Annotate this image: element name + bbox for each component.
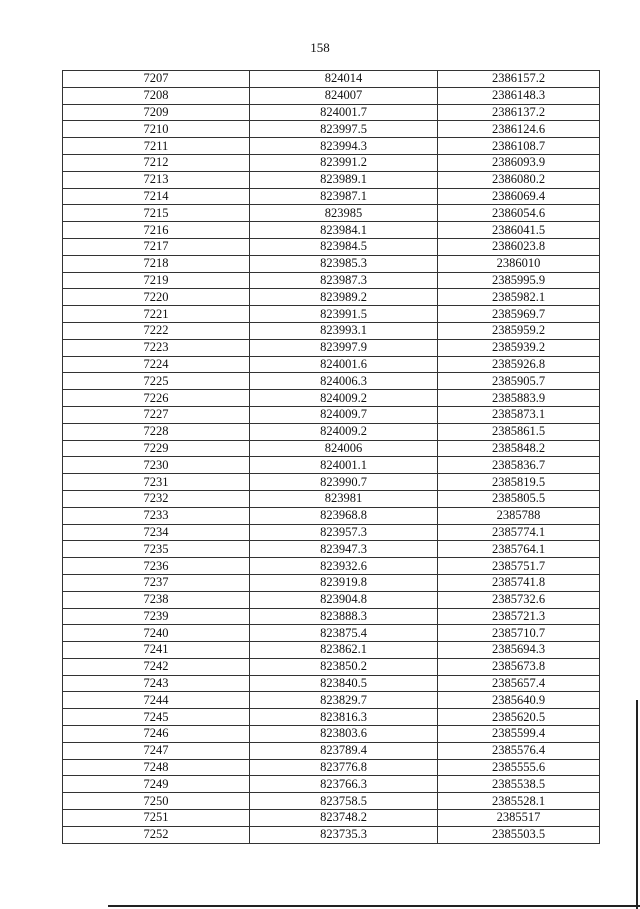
- y-coordinate-cell: 2385774.1: [438, 524, 600, 541]
- y-coordinate-cell: 2385873.1: [438, 406, 600, 423]
- y-coordinate-cell: 2385576.4: [438, 742, 600, 759]
- y-coordinate-cell: 2386069.4: [438, 188, 600, 205]
- point-id-cell: 7243: [63, 675, 250, 692]
- y-coordinate-cell: 2385883.9: [438, 390, 600, 407]
- y-coordinate-cell: 2385657.4: [438, 675, 600, 692]
- point-id-cell: 7226: [63, 390, 250, 407]
- table-row: [63, 272, 600, 289]
- x-coordinate-cell: 823987.1: [250, 188, 438, 205]
- table-row: [63, 255, 600, 272]
- point-id-cell: 7225: [63, 373, 250, 390]
- y-coordinate-cell: 2385751.7: [438, 558, 600, 575]
- point-id-cell: 7230: [63, 457, 250, 474]
- point-id-cell: 7216: [63, 222, 250, 239]
- table-row: [63, 826, 600, 843]
- y-coordinate-cell: 2385694.3: [438, 642, 600, 659]
- point-id-cell: 7249: [63, 776, 250, 793]
- point-id-cell: 7222: [63, 322, 250, 339]
- y-coordinate-cell: 2385861.5: [438, 423, 600, 440]
- point-id-cell: 7215: [63, 205, 250, 222]
- point-id-cell: 7218: [63, 255, 250, 272]
- y-coordinate-cell: 2385538.5: [438, 776, 600, 793]
- x-coordinate-cell: 823993.1: [250, 322, 438, 339]
- x-coordinate-cell: 824007: [250, 87, 438, 104]
- table-row: [63, 692, 600, 709]
- x-coordinate-cell: 823994.3: [250, 138, 438, 155]
- point-id-cell: 7239: [63, 608, 250, 625]
- y-coordinate-cell: 2385673.8: [438, 658, 600, 675]
- point-id-cell: 7211: [63, 138, 250, 155]
- point-id-cell: 7229: [63, 440, 250, 457]
- table-row: [63, 810, 600, 827]
- y-coordinate-cell: 2385503.5: [438, 826, 600, 843]
- table-row: [63, 373, 600, 390]
- point-id-cell: 7248: [63, 759, 250, 776]
- table-row: [63, 87, 600, 104]
- table-row: [63, 776, 600, 793]
- table-row: [63, 406, 600, 423]
- table-row: [63, 138, 600, 155]
- x-coordinate-cell: 824009.2: [250, 390, 438, 407]
- y-coordinate-cell: 2386108.7: [438, 138, 600, 155]
- y-coordinate-cell: 2385764.1: [438, 541, 600, 558]
- y-coordinate-cell: 2385939.2: [438, 339, 600, 356]
- page-number: 158: [310, 40, 330, 55]
- y-coordinate-cell: 2386010: [438, 255, 600, 272]
- x-coordinate-cell: 823985: [250, 205, 438, 222]
- table-row: [63, 608, 600, 625]
- y-coordinate-cell: 2386041.5: [438, 222, 600, 239]
- table-row: [63, 121, 600, 138]
- y-coordinate-cell: 2385555.6: [438, 759, 600, 776]
- y-coordinate-cell: 2385848.2: [438, 440, 600, 457]
- point-id-cell: 7224: [63, 356, 250, 373]
- y-coordinate-cell: 2385710.7: [438, 625, 600, 642]
- y-coordinate-cell: 2386124.6: [438, 121, 600, 138]
- y-coordinate-cell: 2385805.5: [438, 490, 600, 507]
- x-coordinate-cell: 823735.3: [250, 826, 438, 843]
- table-row: [63, 591, 600, 608]
- y-coordinate-cell: 2385819.5: [438, 474, 600, 491]
- table-row: [63, 742, 600, 759]
- coordinates-table-body: [63, 71, 600, 844]
- y-coordinate-cell: 2386080.2: [438, 171, 600, 188]
- x-coordinate-cell: 823875.4: [250, 625, 438, 642]
- x-coordinate-cell: 823789.4: [250, 742, 438, 759]
- table-row: [63, 423, 600, 440]
- point-id-cell: 7240: [63, 625, 250, 642]
- coordinates-table: [62, 70, 600, 844]
- x-coordinate-cell: 823985.3: [250, 255, 438, 272]
- y-coordinate-cell: 2385640.9: [438, 692, 600, 709]
- x-coordinate-cell: 823991.2: [250, 154, 438, 171]
- x-coordinate-cell: 823997.5: [250, 121, 438, 138]
- table-row: [63, 558, 600, 575]
- y-coordinate-cell: 2385959.2: [438, 322, 600, 339]
- x-coordinate-cell: 823862.1: [250, 642, 438, 659]
- point-id-cell: 7252: [63, 826, 250, 843]
- x-coordinate-cell: 823888.3: [250, 608, 438, 625]
- table-row: [63, 390, 600, 407]
- point-id-cell: 7209: [63, 104, 250, 121]
- point-id-cell: 7231: [63, 474, 250, 491]
- x-coordinate-cell: 823989.2: [250, 289, 438, 306]
- table-row: [63, 793, 600, 810]
- y-coordinate-cell: 2385905.7: [438, 373, 600, 390]
- y-coordinate-cell: 2386157.2: [438, 71, 600, 88]
- x-coordinate-cell: 823904.8: [250, 591, 438, 608]
- x-coordinate-cell: 823932.6: [250, 558, 438, 575]
- point-id-cell: 7244: [63, 692, 250, 709]
- table-row: [63, 524, 600, 541]
- point-id-cell: 7238: [63, 591, 250, 608]
- x-coordinate-cell: 824001.6: [250, 356, 438, 373]
- x-coordinate-cell: 824006: [250, 440, 438, 457]
- y-coordinate-cell: 2385926.8: [438, 356, 600, 373]
- point-id-cell: 7247: [63, 742, 250, 759]
- x-coordinate-cell: 823957.3: [250, 524, 438, 541]
- x-coordinate-cell: 823981: [250, 490, 438, 507]
- x-coordinate-cell: 823989.1: [250, 171, 438, 188]
- point-id-cell: 7210: [63, 121, 250, 138]
- x-coordinate-cell: 823947.3: [250, 541, 438, 558]
- x-coordinate-cell: 823990.7: [250, 474, 438, 491]
- table-row: [63, 356, 600, 373]
- point-id-cell: 7219: [63, 272, 250, 289]
- x-coordinate-cell: 823984.5: [250, 238, 438, 255]
- point-id-cell: 7228: [63, 423, 250, 440]
- x-coordinate-cell: 823776.8: [250, 759, 438, 776]
- y-coordinate-cell: 2385528.1: [438, 793, 600, 810]
- y-coordinate-cell: 2385982.1: [438, 289, 600, 306]
- table-row: [63, 574, 600, 591]
- x-coordinate-cell: 824009.2: [250, 423, 438, 440]
- y-coordinate-cell: 2386093.9: [438, 154, 600, 171]
- table-row: [63, 238, 600, 255]
- table-row: [63, 171, 600, 188]
- point-id-cell: 7207: [63, 71, 250, 88]
- x-coordinate-cell: 823919.8: [250, 574, 438, 591]
- scan-edge-right: [636, 700, 638, 909]
- y-coordinate-cell: 2385721.3: [438, 608, 600, 625]
- point-id-cell: 7213: [63, 171, 250, 188]
- table-row: [63, 289, 600, 306]
- y-coordinate-cell: 2385969.7: [438, 306, 600, 323]
- table-row: [63, 541, 600, 558]
- x-coordinate-cell: 823991.5: [250, 306, 438, 323]
- x-coordinate-cell: 823758.5: [250, 793, 438, 810]
- point-id-cell: 7233: [63, 507, 250, 524]
- point-id-cell: 7242: [63, 658, 250, 675]
- x-coordinate-cell: 823766.3: [250, 776, 438, 793]
- table-row: [63, 642, 600, 659]
- table-row: [63, 658, 600, 675]
- x-coordinate-cell: 824001.7: [250, 104, 438, 121]
- table-row: [63, 625, 600, 642]
- x-coordinate-cell: 824001.1: [250, 457, 438, 474]
- point-id-cell: 7246: [63, 726, 250, 743]
- x-coordinate-cell: 823829.7: [250, 692, 438, 709]
- table-row: [63, 457, 600, 474]
- table-row: [63, 322, 600, 339]
- point-id-cell: 7220: [63, 289, 250, 306]
- y-coordinate-cell: 2385788: [438, 507, 600, 524]
- point-id-cell: 7227: [63, 406, 250, 423]
- point-id-cell: 7208: [63, 87, 250, 104]
- x-coordinate-cell: 823987.3: [250, 272, 438, 289]
- table-row: [63, 205, 600, 222]
- point-id-cell: 7250: [63, 793, 250, 810]
- table-row: [63, 759, 600, 776]
- x-coordinate-cell: 823803.6: [250, 726, 438, 743]
- table-row: [63, 709, 600, 726]
- y-coordinate-cell: 2386148.3: [438, 87, 600, 104]
- x-coordinate-cell: 823850.2: [250, 658, 438, 675]
- point-id-cell: 7232: [63, 490, 250, 507]
- x-coordinate-cell: 823840.5: [250, 675, 438, 692]
- table-row: [63, 222, 600, 239]
- table-row: [63, 339, 600, 356]
- x-coordinate-cell: 823816.3: [250, 709, 438, 726]
- y-coordinate-cell: 2386054.6: [438, 205, 600, 222]
- point-id-cell: 7217: [63, 238, 250, 255]
- point-id-cell: 7245: [63, 709, 250, 726]
- table-row: [63, 154, 600, 171]
- y-coordinate-cell: 2385517: [438, 810, 600, 827]
- table-row: [63, 188, 600, 205]
- table-row: [63, 306, 600, 323]
- scan-edge-bottom: [108, 905, 640, 907]
- y-coordinate-cell: 2385995.9: [438, 272, 600, 289]
- x-coordinate-cell: 823984.1: [250, 222, 438, 239]
- point-id-cell: 7251: [63, 810, 250, 827]
- point-id-cell: 7236: [63, 558, 250, 575]
- point-id-cell: 7235: [63, 541, 250, 558]
- y-coordinate-cell: 2385620.5: [438, 709, 600, 726]
- point-id-cell: 7241: [63, 642, 250, 659]
- table-row: [63, 490, 600, 507]
- y-coordinate-cell: 2385836.7: [438, 457, 600, 474]
- y-coordinate-cell: 2385599.4: [438, 726, 600, 743]
- point-id-cell: 7221: [63, 306, 250, 323]
- point-id-cell: 7237: [63, 574, 250, 591]
- y-coordinate-cell: 2386023.8: [438, 238, 600, 255]
- table-row: [63, 71, 600, 88]
- table-row: [63, 507, 600, 524]
- point-id-cell: 7214: [63, 188, 250, 205]
- y-coordinate-cell: 2385741.8: [438, 574, 600, 591]
- table-row: [63, 474, 600, 491]
- table-row: [63, 440, 600, 457]
- x-coordinate-cell: 823968.8: [250, 507, 438, 524]
- x-coordinate-cell: 824014: [250, 71, 438, 88]
- x-coordinate-cell: 824006.3: [250, 373, 438, 390]
- x-coordinate-cell: 823748.2: [250, 810, 438, 827]
- table-row: [63, 726, 600, 743]
- y-coordinate-cell: 2386137.2: [438, 104, 600, 121]
- table-row: [63, 104, 600, 121]
- x-coordinate-cell: 823997.9: [250, 339, 438, 356]
- point-id-cell: 7212: [63, 154, 250, 171]
- y-coordinate-cell: 2385732.6: [438, 591, 600, 608]
- x-coordinate-cell: 824009.7: [250, 406, 438, 423]
- point-id-cell: 7234: [63, 524, 250, 541]
- point-id-cell: 7223: [63, 339, 250, 356]
- table-row: [63, 675, 600, 692]
